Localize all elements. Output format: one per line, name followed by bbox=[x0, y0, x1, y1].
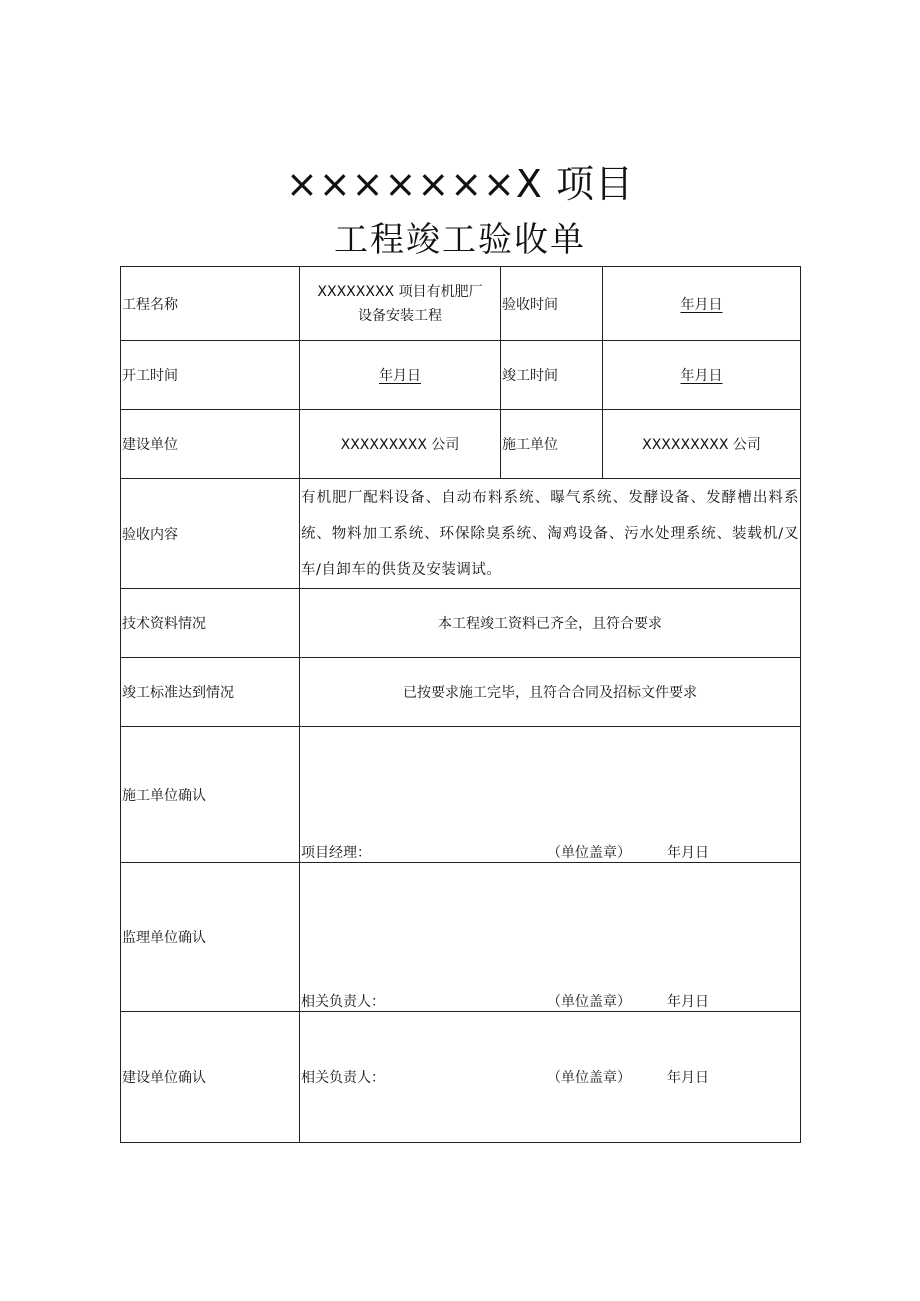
start-time-value: 年月日 bbox=[379, 368, 421, 384]
completion-time-value: 年月日 bbox=[680, 368, 723, 384]
acceptance-form-table bbox=[120, 266, 801, 1143]
owner-unit-value: XXXXXXXXX 公司 bbox=[300, 410, 501, 479]
contractor-signer-label: 项目经理： bbox=[301, 845, 371, 861]
technical-docs-value: 本工程竣工资料已齐全，且符合要求 bbox=[300, 589, 801, 658]
project-name-label: 工程名称 bbox=[121, 267, 300, 341]
contractor-seal-label: （单位盖章） bbox=[547, 845, 631, 861]
table-row bbox=[121, 479, 801, 589]
table-row bbox=[121, 589, 801, 658]
contractor-confirm-cell bbox=[300, 727, 801, 863]
project-name-value bbox=[300, 267, 501, 341]
document-title-line1: ×××××××X 项目 bbox=[286, 162, 634, 206]
start-time-label: 开工时间 bbox=[121, 341, 300, 410]
construction-unit-label: 施工单位 bbox=[501, 410, 603, 479]
table-row bbox=[121, 410, 801, 479]
completion-standard-label: 竣工标准达到情况 bbox=[121, 658, 300, 727]
acceptance-time-label: 验收时间 bbox=[501, 267, 603, 341]
supervisor-signature-line bbox=[301, 991, 800, 1011]
supervisor-date-label: 年月日 bbox=[667, 994, 709, 1010]
owner-signature-line bbox=[301, 1067, 800, 1087]
owner-confirm-cell bbox=[300, 1012, 801, 1143]
table-row bbox=[121, 727, 801, 863]
contractor-signature-line bbox=[301, 842, 800, 862]
owner-confirm-label: 建设单位确认 bbox=[121, 1012, 300, 1143]
project-name-line1: XXXXXXXX 项目有机肥厂 bbox=[317, 283, 483, 300]
table-row bbox=[121, 267, 801, 341]
completion-time-label: 竣工时间 bbox=[501, 341, 603, 410]
supervisor-signer-label: 相关负责人： bbox=[301, 994, 385, 1010]
supervisor-confirm-label: 监理单位确认 bbox=[121, 863, 300, 1012]
owner-unit-label: 建设单位 bbox=[121, 410, 300, 479]
table-row bbox=[121, 863, 801, 1012]
table-row bbox=[121, 341, 801, 410]
contractor-date-label: 年月日 bbox=[667, 845, 709, 861]
table-row bbox=[121, 658, 801, 727]
construction-unit-value: XXXXXXXXX 公司 bbox=[603, 410, 801, 479]
completion-standard-value: 已按要求施工完毕，且符合合同及招标文件要求 bbox=[300, 658, 801, 727]
acceptance-content-label: 验收内容 bbox=[121, 479, 300, 589]
technical-docs-label: 技术资料情况 bbox=[121, 589, 300, 658]
owner-signer-label: 相关负责人： bbox=[301, 1070, 385, 1086]
supervisor-seal-label: （单位盖章） bbox=[547, 994, 631, 1010]
table-row bbox=[121, 1012, 801, 1143]
acceptance-content-value: 有机肥厂配料设备、自动布料系统、曝气系统、发酵设备、发酵槽出料系统、物料加工系统、环保除臭系统、淘鸡设备、污水处理系统、装载机/叉车/自卸车的供货及安装调试。 bbox=[300, 479, 801, 589]
owner-seal-label: （单位盖章） bbox=[547, 1070, 631, 1086]
contractor-confirm-label: 施工单位确认 bbox=[121, 727, 300, 863]
document-title-line2: 工程竣工验收单 bbox=[334, 220, 586, 260]
project-name-line2: 设备安装工程 bbox=[358, 307, 442, 324]
acceptance-time-value: 年月日 bbox=[680, 296, 723, 313]
owner-date-label: 年月日 bbox=[667, 1070, 709, 1086]
supervisor-confirm-cell bbox=[300, 863, 801, 1012]
